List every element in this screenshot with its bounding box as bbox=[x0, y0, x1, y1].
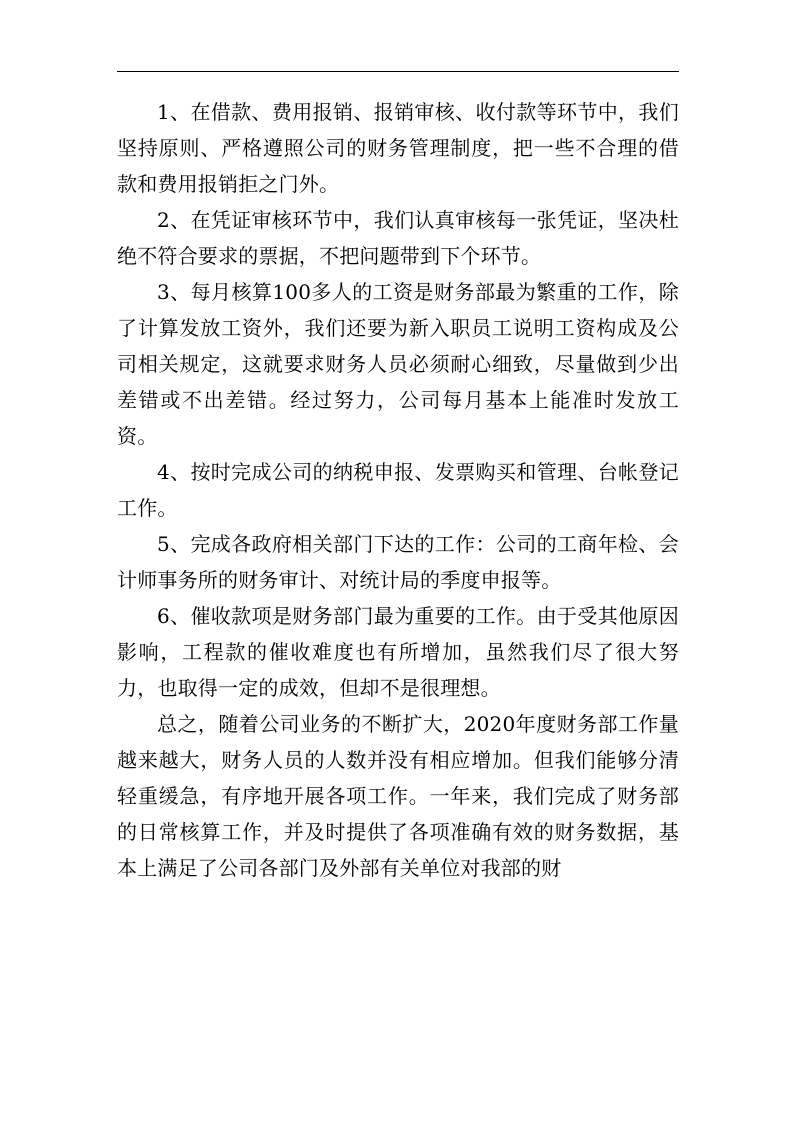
paragraph-summary: 总之，随着公司业务的不断扩大，2020年度财务部工作量越来越大，财务人员的人数并没有相应增加。但我们能够分清轻重缓急，有序地开展各项工作。一年来，我们完成了财务部的日常核算工作，并及时提供了各项准确有效的财务数据，基本上满足了公司各部门及外部有关单位对我部的财 bbox=[117, 712, 679, 880]
paragraph-2: 2、在凭证审核环节中，我们认真审核每一张凭证，坚决杜绝不符合要求的票据，不把问题带到下个环节。 bbox=[117, 208, 679, 268]
paragraph-3: 3、每月核算100多人的工资是财务部最为繁重的工作，除了计算发放工资外，我们还要为新入职员工说明工资构成及公司相关规定，这就要求财务人员必须耐心细致，尽量做到少出差错或不出差错。经过努力，公司每月基本上能准时发放工资。 bbox=[117, 280, 679, 448]
paragraph-1: 1、在借款、费用报销、报销审核、收付款等环节中，我们坚持原则、严格遵照公司的财务管理制度，把一些不合理的借款和费用报销拒之门外。 bbox=[117, 100, 679, 196]
body-text bbox=[117, 94, 679, 886]
paragraph-4: 4、按时完成公司的纳税申报、发票购买和管理、台帐登记工作。 bbox=[117, 460, 679, 520]
paragraph-5: 5、完成各政府相关部门下达的工作：公司的工商年检、会计师事务所的财务审计、对统计局的季度申报等。 bbox=[117, 532, 679, 592]
header-rule bbox=[117, 71, 679, 72]
paragraph-6: 6、催收款项是财务部门最为重要的工作。由于受其他原因影响，工程款的催收难度也有所增加，虽然我们尽了很大努力，也取得一定的成效，但却不是很理想。 bbox=[117, 604, 679, 700]
